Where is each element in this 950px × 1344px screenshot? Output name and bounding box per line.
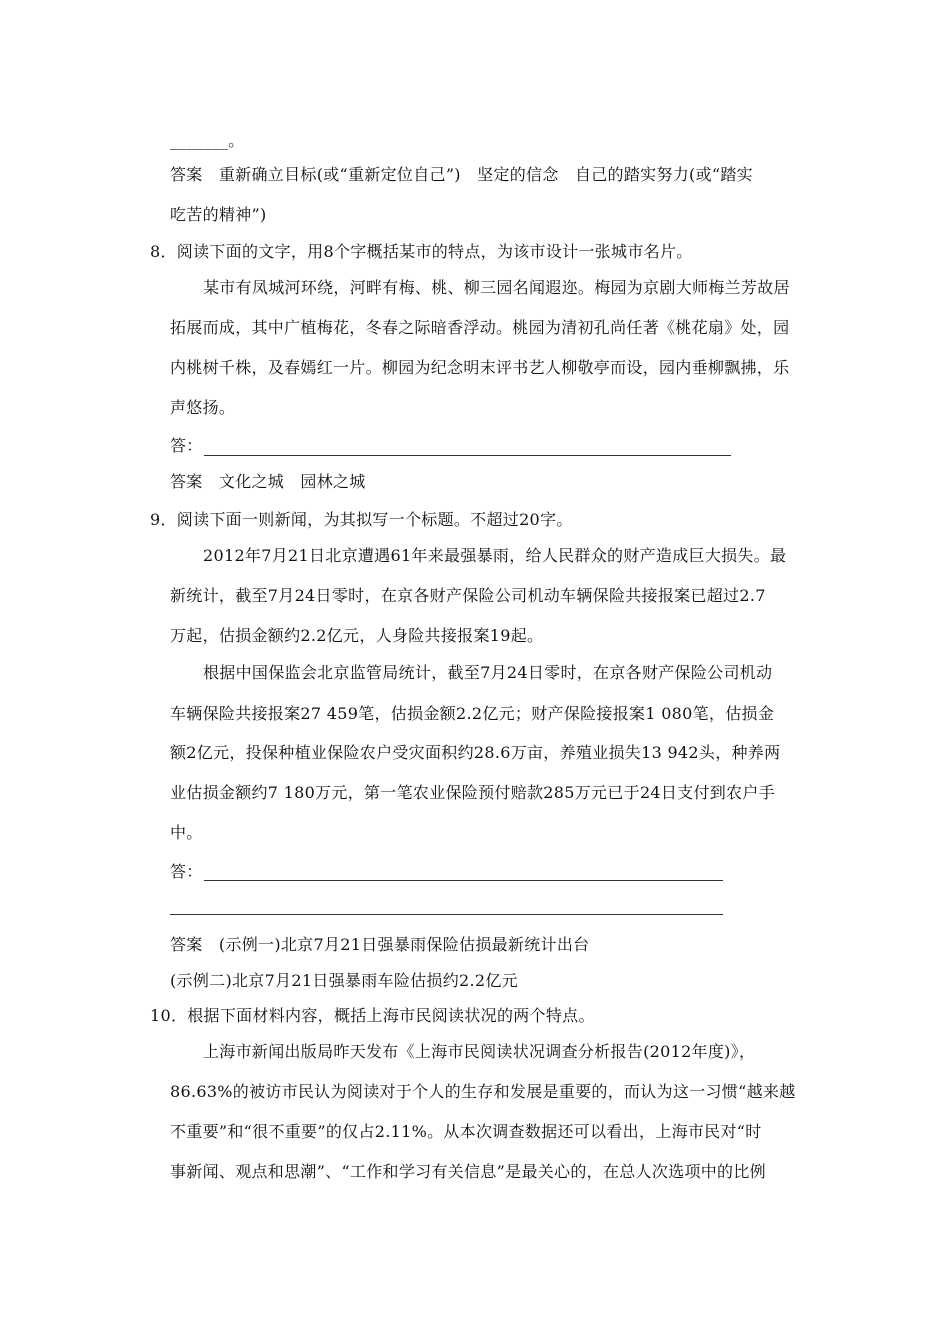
answer-q7-line2: 吃苦的精神”)	[170, 205, 267, 224]
q8-answer-blank	[204, 455, 731, 456]
q10-prompt: 10．根据下面材料内容，概括上海市民阅读状况的两个特点。	[150, 1006, 595, 1025]
q8-para-line: 某市有凤城河环绕，河畔有梅、桃、柳三园名闻遐迩。梅园为京剧大师梅兰芳故居	[203, 278, 790, 297]
q9-para1-line: 2012年7月21日北京遭遇61年来最强暴雨，给人民群众的财产造成巨大损失。最	[203, 546, 787, 565]
q9-para1-line: 万起，估损金额约2.2亿元，人身险共接报案19起。	[170, 626, 544, 645]
q9-answer-line2: (示例二)北京7月21日强暴雨车险估损约2.2亿元	[170, 971, 518, 990]
q8-para-line: 拓展而成，其中广植梅花，冬春之际暗香浮动。桃园为清初孔尚任著《桃花扇》处，园	[170, 318, 790, 337]
q8-prompt: 8．阅读下面的文字，用8个字概括某市的特点，为该市设计一张城市名片。	[150, 242, 693, 261]
q9-para2-line: 业估损金额约7 180万元，第一笔农业保险预付赔款285万元已于24日支付到农户手	[170, 783, 776, 802]
q9-answer-line1: 答案 (示例一)北京7月21日强暴雨保险估损最新统计出台	[170, 935, 590, 954]
blank-end: _______。	[170, 131, 245, 150]
q8-para-line: 声悠扬。	[170, 398, 236, 417]
q9-para1-line: 新统计，截至7月24日零时，在京各财产保险公司机动车辆保险共接报案已超过2.7	[170, 586, 766, 605]
q9-para2-line: 根据中国保监会北京监管局统计，截至7月24日零时，在京各财产保险公司机动	[203, 663, 773, 682]
q9-prompt: 9．阅读下面一则新闻，为其拟写一个标题。不超过20字。	[150, 510, 573, 529]
q10-para-line: 上海市新闻出版局昨天发布《上海市民阅读状况调查分析报告(2012年度)》，	[203, 1042, 756, 1061]
q10-para-line: 86.63%的被访市民认为阅读对于个人的生存和发展是重要的，而认为这一习惯“越来越	[170, 1082, 796, 1101]
answer-q7-line1: 答案 重新确立目标(或“重新定位自己”) 坚定的信念 自己的踏实努力(或“踏实	[170, 165, 753, 184]
q10-para-line: 不重要”和“很不重要”的仅占2.11%。从本次调查数据还可以看出，上海市民对“时	[170, 1122, 762, 1141]
q9-para2-line: 中。	[170, 823, 203, 842]
q9-answer-blank-1	[204, 880, 723, 881]
q8-answer-label: 答：	[170, 436, 203, 455]
q8-para-line: 内桃树千株，及春嫣红一片。柳园为纪念明末评书艺人柳敬亭而设，园内垂柳飘拂，乐	[170, 358, 790, 377]
q9-answer-label: 答：	[170, 862, 203, 881]
q8-answer: 答案 文化之城 园林之城	[170, 472, 366, 491]
q9-answer-blank-2	[170, 914, 723, 915]
q10-para-line: 事新闻、观点和思潮”、“工作和学习有关信息”是最关心的，在总人次选项中的比例	[170, 1162, 766, 1181]
q9-para2-line: 额2亿元，投保种植业保险农户受灾面积约28.6万亩，养殖业损失13 942头，种养两	[170, 743, 781, 762]
q9-para2-line: 车辆保险共接报案27 459笔，估损金额2.2亿元；财产保险接报案1 080笔，估损金	[170, 704, 775, 723]
